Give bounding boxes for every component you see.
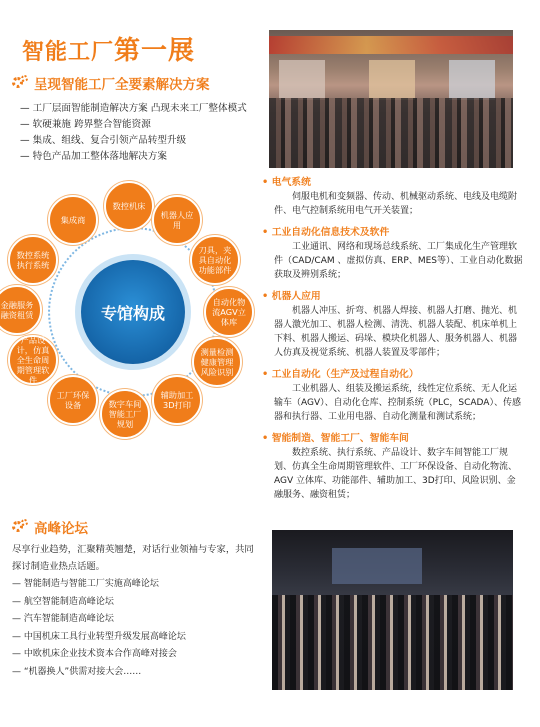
category-desc: 工业机器人、组装及搬运系统，线性定位系统、无人化运输车（AGV）、自动化仓库、控制系统（PLC，SCADA）、传感器和执行器、工业用电器、自动化测量和测试系统；	[274, 384, 521, 422]
category-block	[262, 226, 524, 282]
solutions-heading	[12, 73, 210, 93]
diagram-node: 刀具，夹具自动化功能部件	[190, 235, 240, 285]
solutions-heading-text: 呈现智能工厂全要素解决方案	[34, 77, 210, 93]
category-block	[262, 176, 524, 218]
page-title	[22, 30, 195, 67]
diagram-node: 集成商	[48, 195, 98, 245]
list-item: — 软硬兼施 跨界整合智能资源	[20, 117, 247, 133]
exhibition-hall-photo	[269, 30, 513, 168]
list-item: — 汽车智能制造高峰论坛	[12, 611, 186, 629]
diagram-node: 机器人应用	[152, 195, 202, 245]
list-item: — 航空智能制造高峰论坛	[12, 594, 186, 612]
list-item: — 中国机床工具行业转型升级发展高峰论坛	[12, 629, 186, 647]
hub-label: 专馆构成	[100, 303, 165, 323]
category-block	[262, 290, 524, 360]
list-item: — 工厂层面智能制造解决方案 凸现未来工厂整体模式	[20, 101, 247, 117]
diagram-node: 金融服务融资租赁	[0, 285, 42, 335]
forum-intro: 尽享行业趋势，汇聚精英翘楚，对话行业领袖与专家，共同探讨制造业热点话题。	[12, 544, 254, 572]
category-desc: 机器人冲压、折弯、机器人焊接、机器人打磨、抛光、机器人激光加工、机器人检测、清洗、机器人装配、机床单机上下料、机器人搬运、码垛、模块化机器人、服务机器人、机器人仿真及视觉系统、机器人装置及零部件；	[274, 306, 518, 358]
category-title: • 工业自动化信息技术及软件	[262, 226, 524, 240]
diagram-node: 辅助加工3D打印	[152, 375, 202, 425]
category-desc: 数控系统、执行系统、产品设计、数字车间智能工厂规划、仿真全生命周期管理软件、工厂环保设备、自动化物流、AGV 立体库、功能部件、辅助加工、3D打印、风险识别、金融服务、融资租赁；	[274, 448, 518, 500]
diagram-node: 测量检测健康管理风险识别	[192, 337, 242, 387]
diagram-node: 数字车间智能工厂规划	[100, 389, 150, 439]
forum-heading-text: 高峰论坛	[34, 521, 88, 537]
category-block	[262, 368, 524, 424]
category-title: • 工业自动化（生产及过程自动化）	[262, 368, 524, 382]
forum-audience-photo	[272, 530, 513, 690]
list-item: — 中欧机床企业技术资本合作高峰对接会	[12, 646, 186, 664]
category-desc: 工业通讯、网络和现场总线系统、工厂集成化生产管理软件（CAD/CAM 、虚拟仿真、ERP、MES等）、工业自动化数据获取及辨别系统；	[274, 242, 523, 280]
list-item: — 特色产品加工整体落地解决方案	[20, 149, 247, 165]
list-item: — 智能制造与智能工厂实施高峰论坛	[12, 576, 186, 594]
page-title-prefix: 智能工厂	[22, 40, 115, 65]
solutions-list	[20, 101, 247, 165]
pavilion-diagram	[0, 175, 260, 445]
category-title: • 智能制造、智能工厂、智能车间	[262, 432, 524, 446]
list-item: — 集成、组线、复合引领产品转型升级	[20, 133, 247, 149]
category-title: • 电气系统	[262, 176, 524, 190]
diagram-node: 工厂环保设备	[48, 375, 98, 425]
diagram-hub	[81, 260, 185, 364]
diagram-node: 自动化物流AGV立体库	[204, 287, 254, 337]
category-block	[262, 432, 524, 502]
forum-list	[12, 576, 186, 681]
page-title-main: 第一展	[114, 36, 196, 66]
diagram-node: 产品设计，仿真全生命周期管理软件	[8, 335, 58, 385]
category-desc: 伺服电机和变频器、传动、机械驱动系统、电线及电缆附件、电气控制系统用电气开关装置；	[274, 192, 518, 216]
list-item: — “机器换人”供需对接大会……	[12, 664, 186, 682]
forum-heading	[12, 517, 88, 537]
gear-icon	[12, 519, 28, 535]
diagram-node: 数控系统执行系统	[8, 235, 58, 285]
category-list	[262, 176, 524, 502]
category-title: • 机器人应用	[262, 290, 524, 304]
diagram-node: 数控机床	[104, 181, 154, 231]
gear-icon	[12, 75, 28, 91]
